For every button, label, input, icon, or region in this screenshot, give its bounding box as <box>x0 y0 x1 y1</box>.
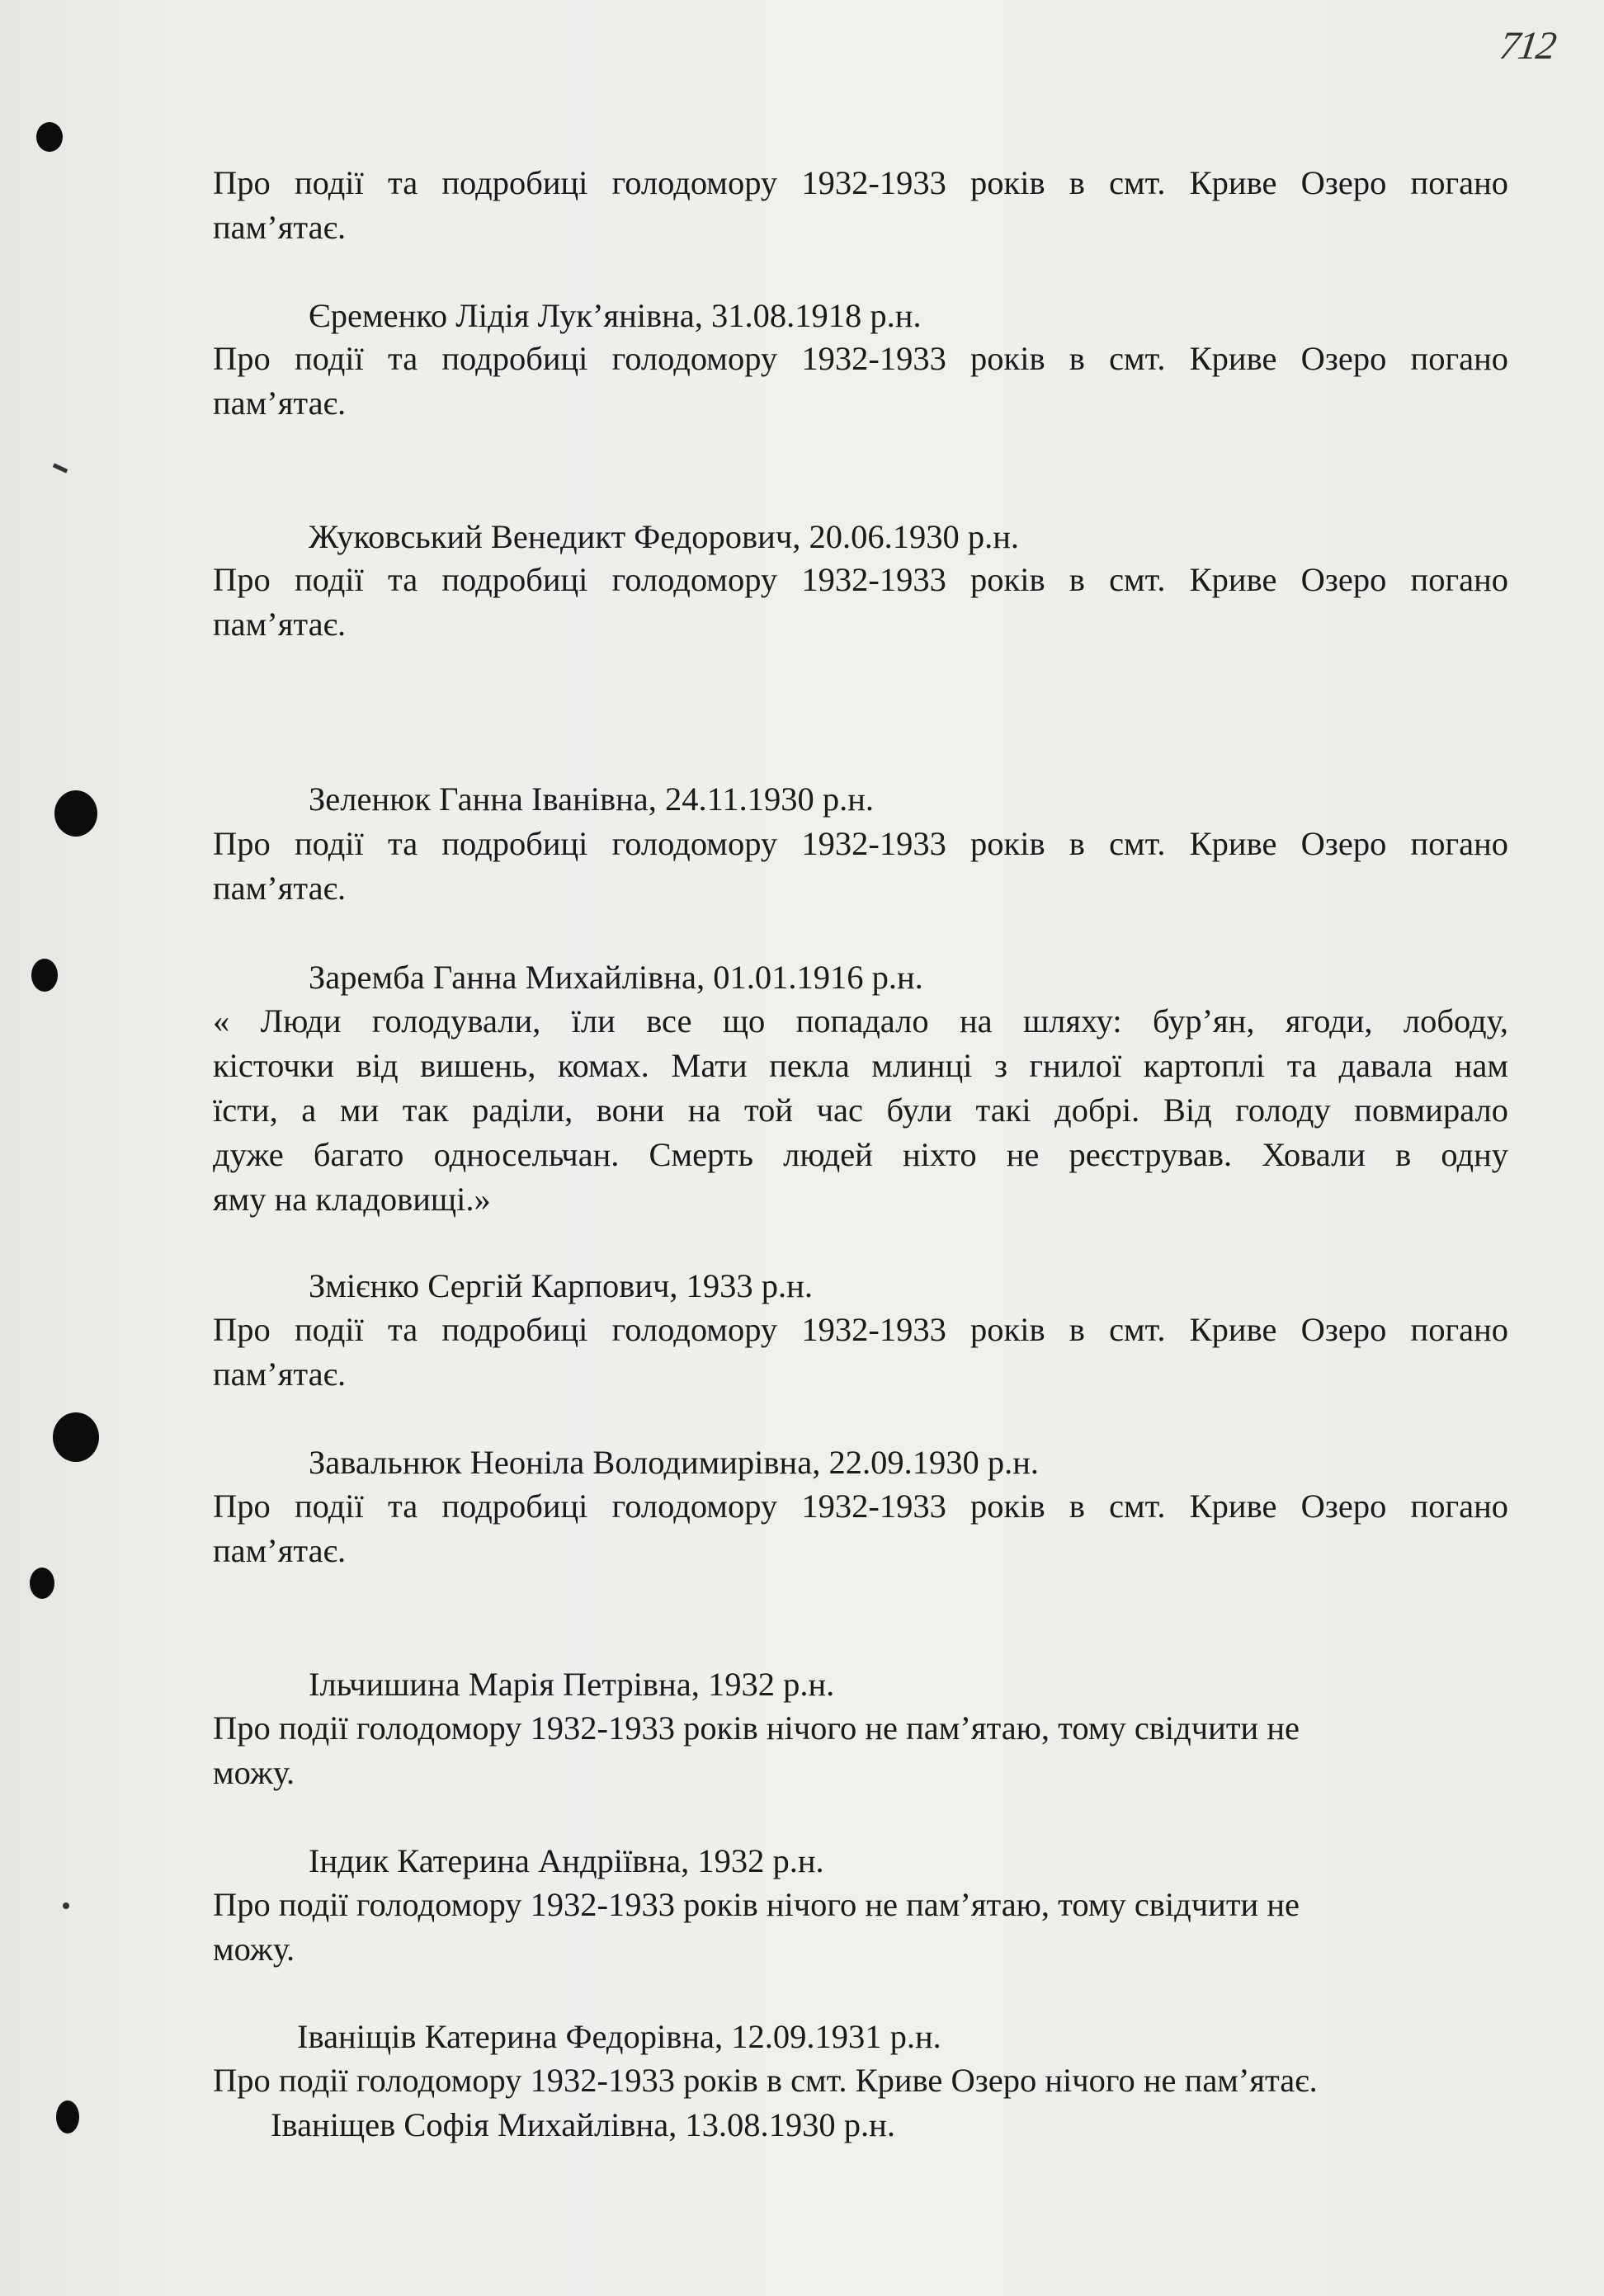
entry-heading: Жуковський Венедикт Федорович, 20.06.1930 р.н. <box>309 518 1020 555</box>
entry-body-line: « Люди голодували, їли все що попадало на шляху: бур’ян, ягоди, лободу, <box>213 1002 1508 1040</box>
entry-body-line: можу. <box>213 1931 295 1968</box>
entry-body-line: Про події та подробиці голодомору 1932-1933 років в смт. Криве Озеро погано <box>213 825 1508 862</box>
entry-heading: Індик Катерина Андріївна, 1932 р.н. <box>309 1842 824 1879</box>
entry-body-line: пам’ятає. <box>213 1355 347 1393</box>
entry-body-line: їсти, а ми так раділи, вони на той час були такі добрі. Від голоду повмирало <box>213 1091 1508 1129</box>
punch-hole-1 <box>36 122 63 152</box>
entry-heading: Заремба Ганна Михайлівна, 01.01.1916 р.н. <box>309 959 923 996</box>
entry-body-line: Про події та подробиці голодомору 1932-1933 років в смт. Криве Озеро погано <box>213 561 1508 598</box>
page-number: 712 <box>1497 24 1558 68</box>
paper-mark <box>53 463 68 473</box>
entry-body-line: Про події та подробиці голодомору 1932-1933 років в смт. Криве Озеро погано <box>213 164 1508 201</box>
entry-body-line: можу. <box>213 1754 295 1791</box>
punch-hole-2 <box>54 790 97 837</box>
entry-body-line: Про події та подробиці голодомору 1932-1933 років в смт. Криве Озеро погано <box>213 1311 1508 1348</box>
punch-hole-5 <box>30 1568 54 1599</box>
entry-body-line: пам’ятає. <box>213 870 347 907</box>
entry-heading: Іваніщев Софія Михайлівна, 13.08.1930 р.н. <box>271 2106 895 2143</box>
paper-mark <box>63 1902 69 1909</box>
entry-body-line: Про події голодомору 1932-1933 років нічого не пам’ятаю, тому свідчити не <box>213 1709 1300 1747</box>
entry-body-line: дуже багато односельчан. Смерть людей ніхто не реєстрував. Ховали в одну <box>213 1136 1508 1173</box>
punch-hole-4 <box>53 1412 99 1462</box>
entry-heading: Змієнко Сергій Карпович, 1933 р.н. <box>309 1267 813 1304</box>
entry-body-line: пам’ятає. <box>213 606 347 643</box>
entry-body-line: Про події голодомору 1932-1933 років нічого не пам’ятаю, тому свідчити не <box>213 1886 1300 1923</box>
entry-body-line: Про події та подробиці голодомору 1932-1933 років в смт. Криве Озеро погано <box>213 1487 1508 1525</box>
entry-body-line: пам’ятає. <box>213 209 347 246</box>
entry-heading: Завальнюк Неоніла Володимирівна, 22.09.1930 р.н. <box>309 1444 1039 1481</box>
punch-hole-3 <box>31 959 58 992</box>
entry-body-line: пам’ятає. <box>213 1532 347 1569</box>
entry-heading: Зеленюк Ганна Іванівна, 24.11.1930 р.н. <box>309 780 875 818</box>
entry-heading: Ільчишина Марія Петрівна, 1932 р.н. <box>309 1666 835 1703</box>
entry-body-line: кісточки від вишень, комах. Мати пекла млинці з гнилої картоплі та давала нам <box>213 1047 1508 1084</box>
punch-hole-6 <box>56 2100 79 2133</box>
entry-body-line: Про події голодомору 1932-1933 років в смт. Криве Озеро нічого не пам’ятає. <box>213 2062 1318 2099</box>
entry-body-line: Про події та подробиці голодомору 1932-1933 років в смт. Криве Озеро погано <box>213 340 1508 377</box>
entry-heading: Єременко Лідія Лук’янівна, 31.08.1918 р.н. <box>309 297 922 334</box>
entry-heading: Іваніщів Катерина Федорівна, 12.09.1931 р.н. <box>297 2018 941 2055</box>
entry-body-line: яму на кладовищі.» <box>213 1181 491 1218</box>
entry-body-line: пам’ятає. <box>213 384 347 422</box>
